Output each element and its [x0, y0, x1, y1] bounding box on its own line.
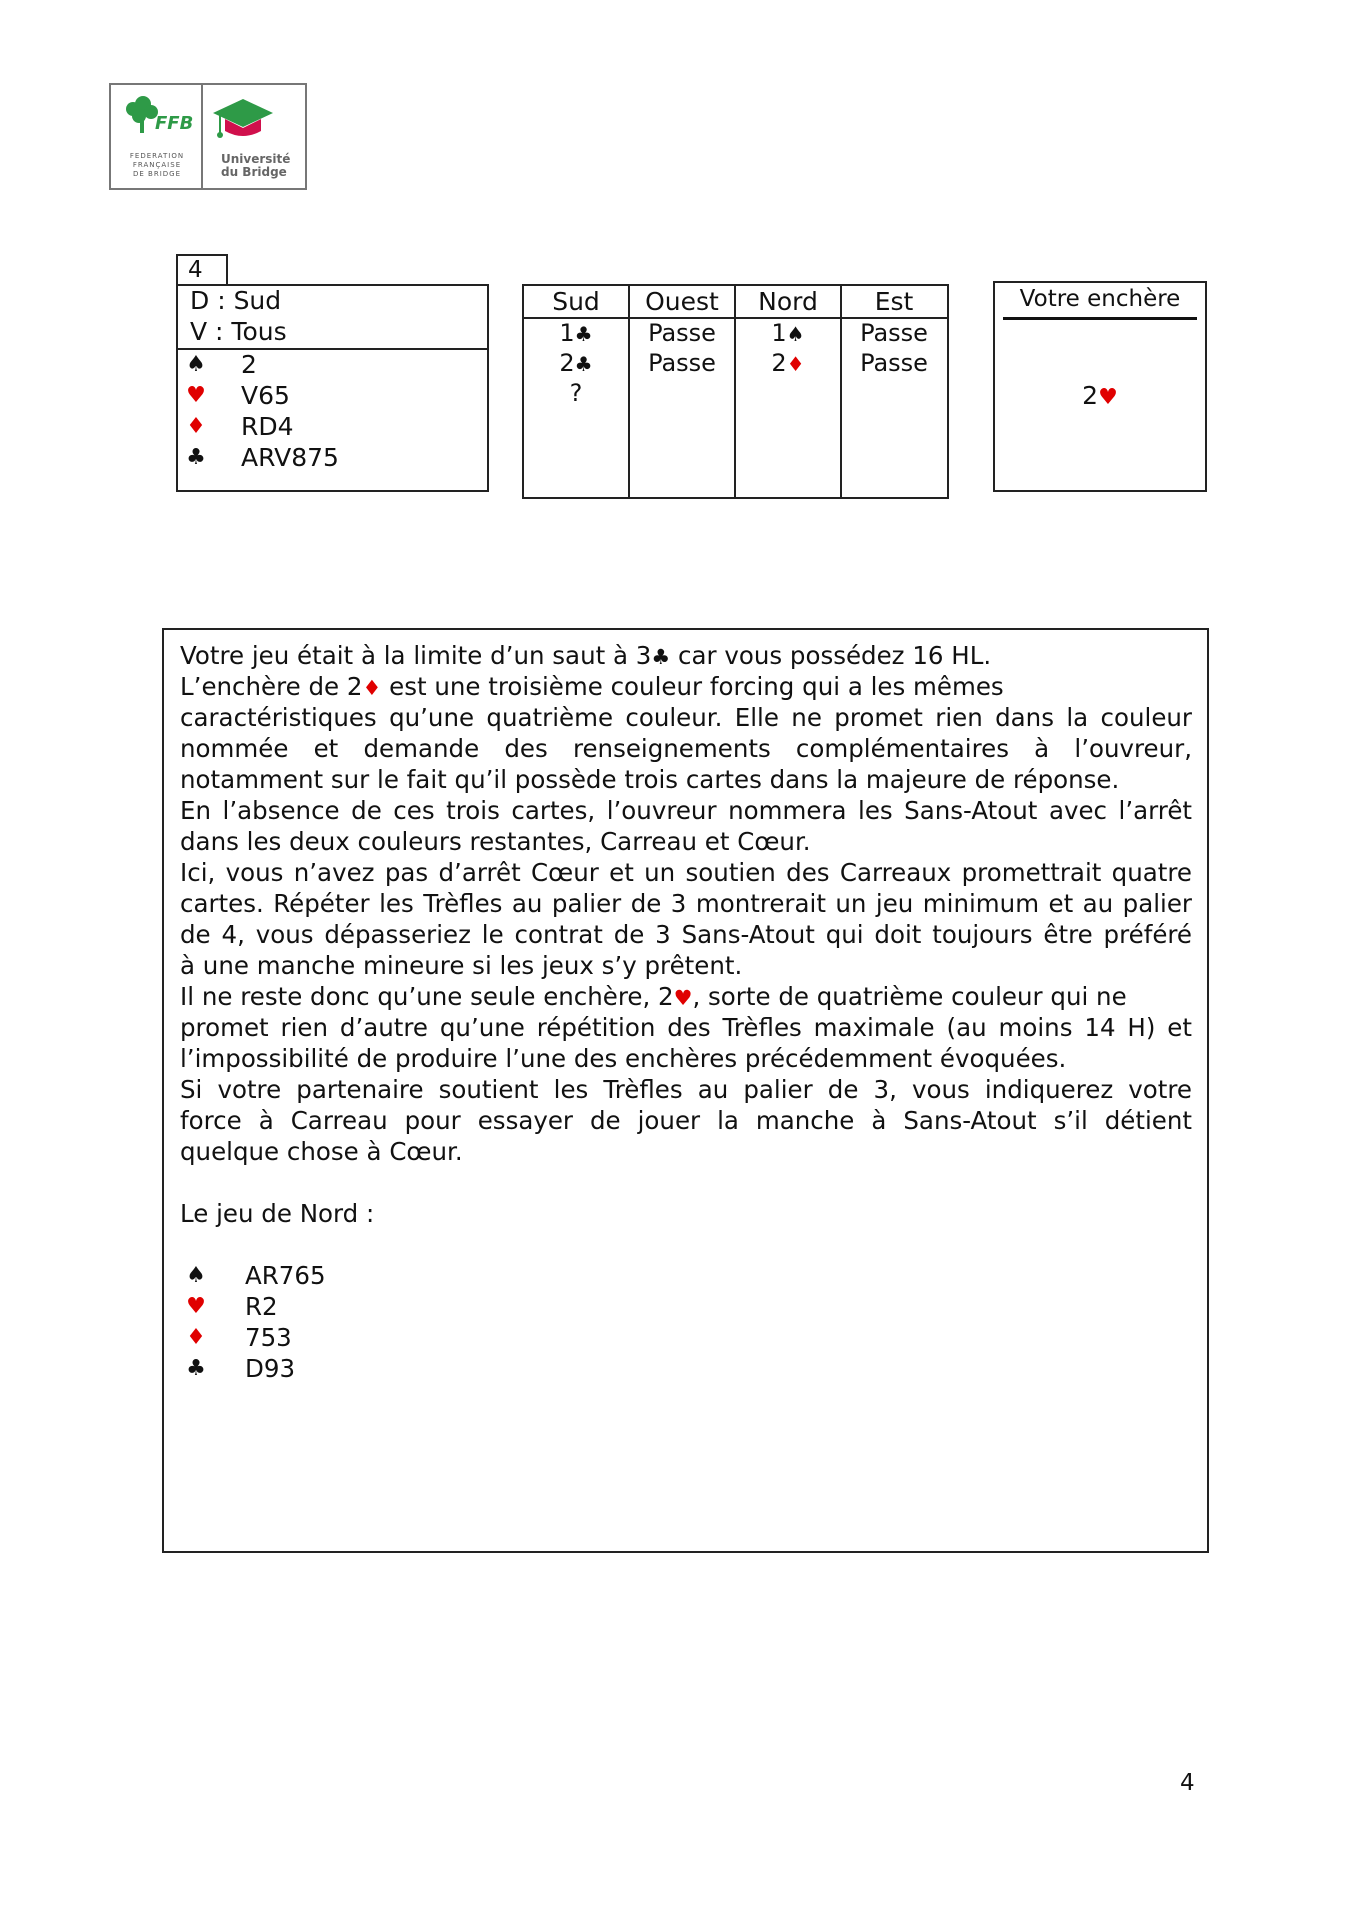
bidding-table: [522, 284, 949, 499]
club-icon: ♣: [651, 645, 671, 669]
explanation-line: dans les deux couleurs restantes, Carreau et Cœur.: [180, 827, 811, 856]
universite-label: Université du Bridge: [221, 152, 291, 179]
answer-title: Votre enchère: [1019, 286, 1181, 312]
spade-icon: ♠: [186, 352, 206, 377]
bid-header-sud: Sud: [552, 287, 600, 316]
explanation-line: Si votre partenaire soutient les Trèfles au palier de 3, vous indiquerez votre: [180, 1075, 1192, 1104]
hand-clubs: ARV875: [241, 443, 339, 472]
explanation-line: force à Carreau pour essayer de jouer la manche à Sans-Atout s’il détient: [180, 1106, 1192, 1135]
explanation-line: Votre jeu était à la limite d’un saut à 3♣ car vous possédez 16 HL.: [180, 641, 992, 670]
heart-icon: ♥: [1098, 385, 1118, 410]
federation-label: FEDERATION FRANÇAISE DE BRIDGE: [129, 152, 185, 178]
club-icon: ♣: [186, 1356, 206, 1381]
diamond-icon: ♦: [362, 676, 382, 700]
hand-spades: 2: [241, 350, 257, 379]
explanation-line: à une manche mineure si les jeux s’y prêtent.: [180, 951, 743, 980]
diamond-icon: ♦: [186, 414, 206, 439]
bid-est-2: Passe: [860, 349, 928, 377]
heart-icon: ♥: [186, 1294, 206, 1319]
heart-icon: ♥: [673, 986, 693, 1010]
heart-icon: ♥: [186, 383, 206, 408]
explanation-line: En l’absence de ces trois cartes, l’ouvreur nommera les Sans-Atout avec l’arrêt: [180, 796, 1192, 825]
bid-ouest-1: Passe: [648, 319, 716, 347]
page-number: 4: [1180, 1770, 1195, 1796]
explanation-line: L’enchère de 2♦ est une troisième couleur forcing qui a les mêmes: [180, 672, 1004, 701]
bid-nord-1: 1♠: [771, 319, 805, 347]
club-icon: ♣: [186, 445, 206, 470]
club-icon: ♣: [574, 352, 593, 376]
hand-hearts: V65: [241, 381, 290, 410]
nord-hand-title: Le jeu de Nord :: [180, 1199, 375, 1228]
deal-box: [176, 284, 489, 492]
nord-diamonds: 753: [245, 1323, 292, 1352]
explanation-line: quelque chose à Cœur.: [180, 1137, 463, 1166]
bid-ouest-2: Passe: [648, 349, 716, 377]
explanation-line: cartes. Répéter les Trèfles au palier de 3 montrerait un jeu minimum et au palier: [180, 889, 1192, 918]
explanation-line: Il ne reste donc qu’une seule enchère, 2♥, sorte de quatrième couleur qui ne: [180, 982, 1127, 1011]
hand-diamonds: RD4: [241, 412, 294, 441]
diamond-icon: ♦: [186, 1325, 206, 1350]
deal-number: 4: [176, 254, 228, 284]
explanation-line: caractéristiques qu’une quatrième couleur. Elle ne promet rien dans la couleur: [180, 703, 1192, 732]
explanation-line: l’impossibilité de produire l’une des enchères précédemment évoquées.: [180, 1044, 1067, 1073]
answer-box: [993, 281, 1207, 492]
answer-underline: [1003, 317, 1197, 320]
logo-divider: [201, 85, 203, 188]
explanation-box: [162, 628, 1209, 1553]
dealer-label: D : Sud: [190, 286, 282, 315]
ffb-wordmark: FFB: [155, 113, 194, 134]
answer-bid: 2♥: [1082, 381, 1118, 410]
nord-hearts: R2: [245, 1292, 278, 1321]
graduation-cap-icon: [211, 97, 275, 147]
bid-header-ouest: Ouest: [645, 287, 719, 316]
bid-sud-1: 1♣: [559, 319, 593, 347]
bid-sud-3: ?: [569, 379, 583, 407]
club-icon: ♣: [574, 322, 593, 346]
bid-est-1: Passe: [860, 319, 928, 347]
bid-header-est: Est: [874, 287, 914, 316]
bid-nord-2: 2♦: [771, 349, 805, 377]
explanation-line: Ici, vous n’avez pas d’arrêt Cœur et un soutien des Carreaux promettrait quatre: [180, 858, 1192, 887]
spade-icon: ♠: [186, 1263, 206, 1288]
nord-clubs: D93: [245, 1354, 296, 1383]
ffb-logo: [109, 83, 307, 190]
explanation-line: notamment sur le fait qu’il possède trois cartes dans la majeure de réponse.: [180, 765, 1120, 794]
explanation-line: de 4, vous dépasseriez le contrat de 3 Sans-Atout qui doit toujours être préféré: [180, 920, 1192, 949]
bid-header-nord: Nord: [758, 287, 818, 316]
spade-icon: ♠: [786, 322, 805, 346]
deal-separator: [178, 348, 487, 350]
bid-sud-2: 2♣: [559, 349, 593, 377]
diamond-icon: ♦: [786, 352, 805, 376]
explanation-line: promet rien d’autre qu’une répétition des Trèfles maximale (au moins 14 H) et: [180, 1013, 1192, 1042]
vulnerability-label: V : Tous: [190, 317, 287, 346]
nord-spades: AR765: [245, 1261, 326, 1290]
explanation-line: nommée et demande des renseignements complémentaires à l’ouvreur,: [180, 734, 1192, 763]
